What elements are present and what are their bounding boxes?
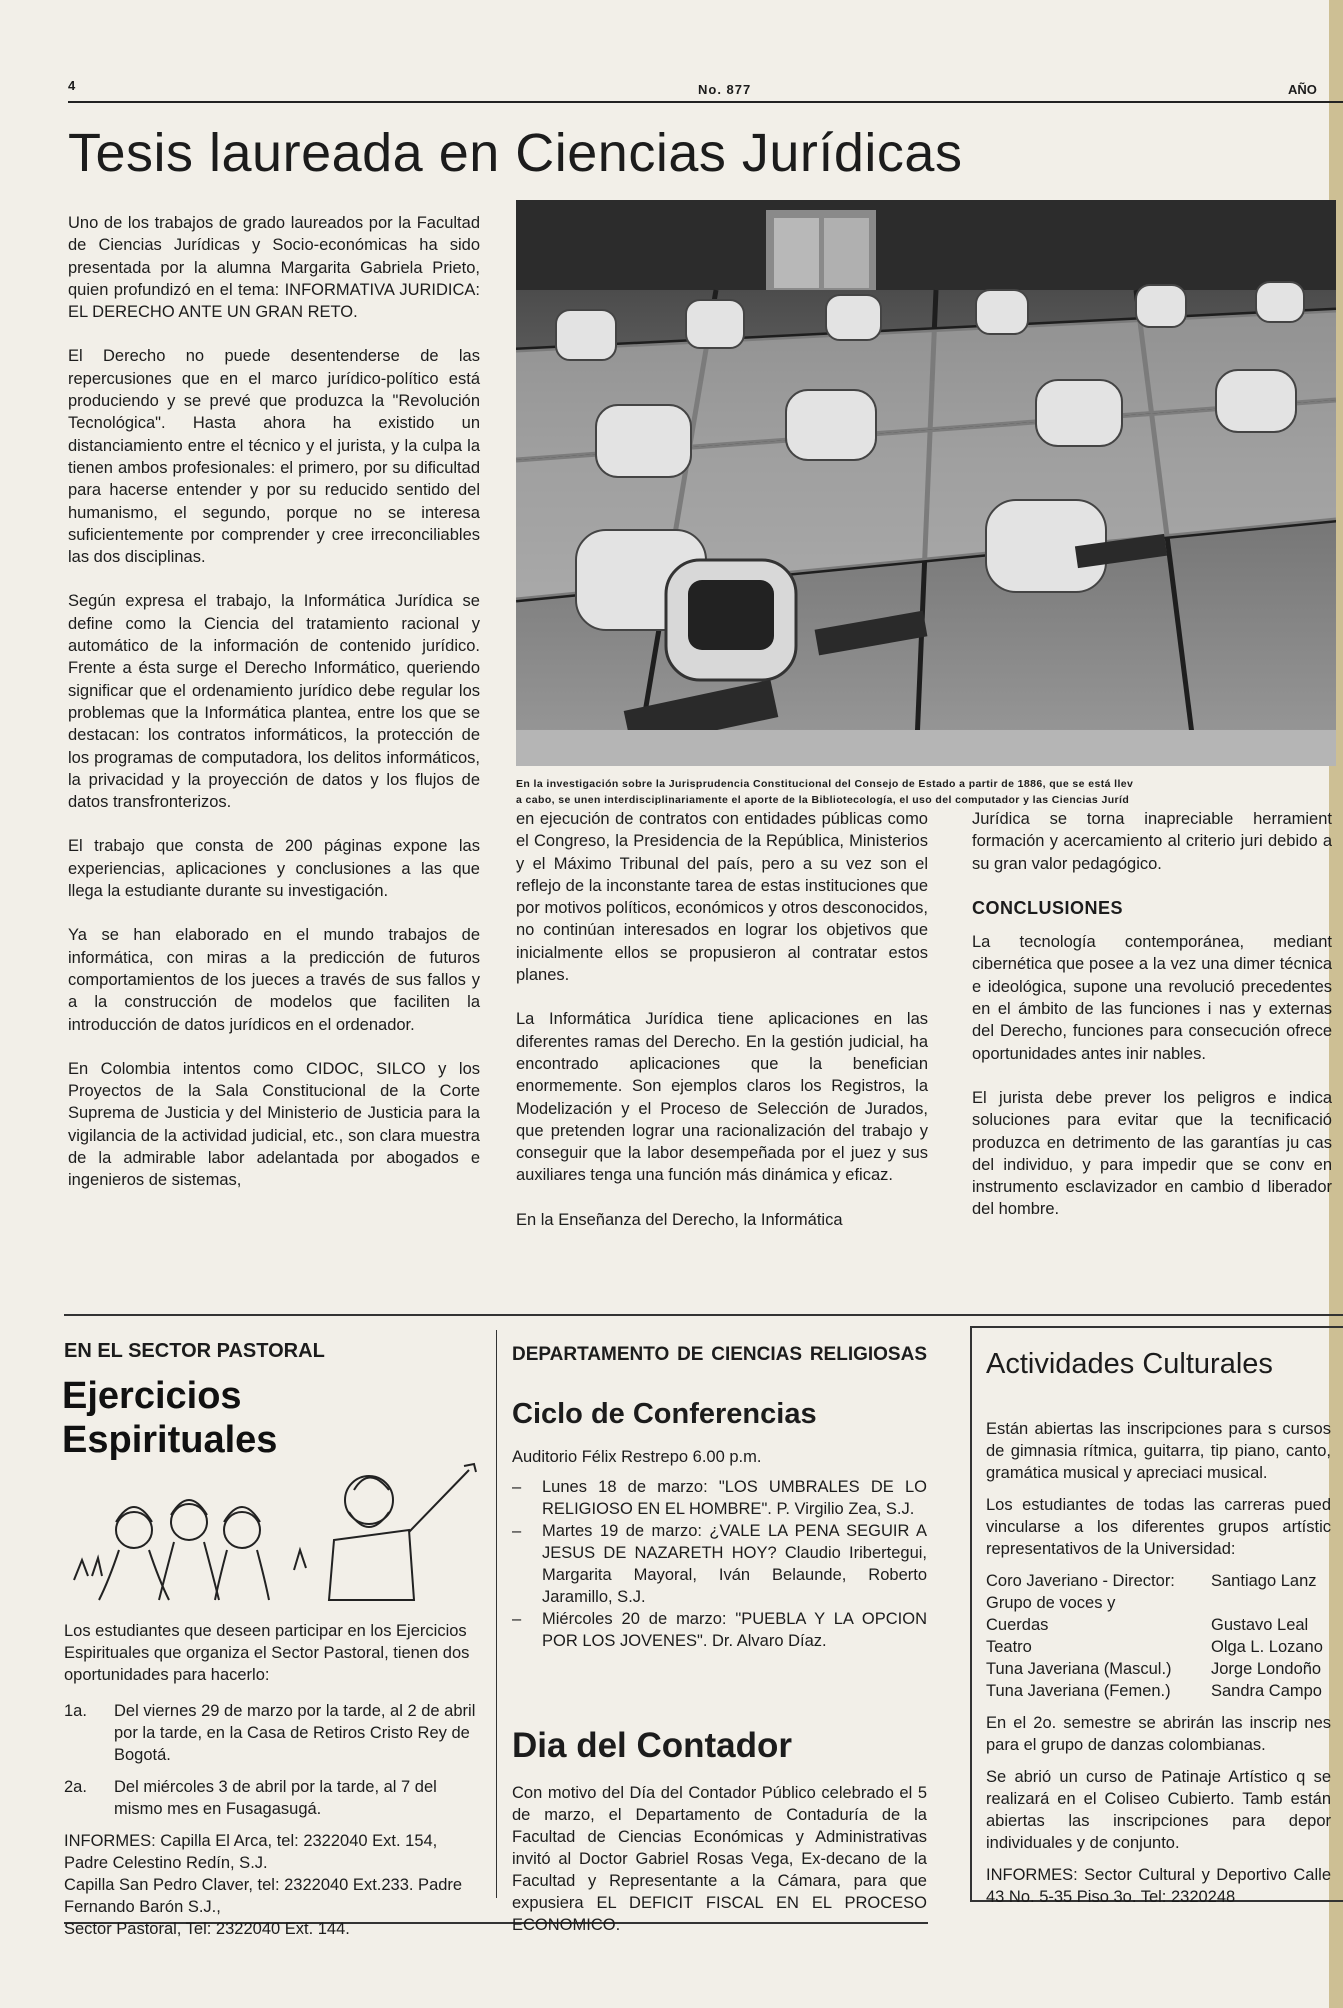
group-name: Tuna Javeriana (Mascul.): [986, 1660, 1172, 1678]
list-item: [64, 1700, 478, 1766]
pastoral-section-label: EN EL SECTOR PASTORAL: [64, 1340, 325, 1362]
group-name: Cuerdas: [986, 1616, 1049, 1634]
department-label: DEPARTAMENTO DE CIENCIAS RELIGIOSAS: [512, 1344, 927, 1365]
group-director: Jorge Londoño: [1211, 1660, 1322, 1678]
info-line: Capilla San Pedro Claver, tel: 2322040 Ext.233. Padre Fernando Barón S.J.,: [64, 1876, 463, 1916]
article-column-3: [972, 808, 1332, 1243]
group-row: [986, 1658, 1331, 1680]
group-row: [986, 1614, 1331, 1636]
item-number: 1a.: [64, 1702, 87, 1720]
ejercicios-title: [62, 1374, 277, 1462]
year-label: AÑO: [1288, 82, 1317, 97]
paragraph: Según expresa el trabajo, la Informática Jurídica se define como la Ciencia del tratamiento racional y automático de la información de contenido jurídico. Frente a ésta surge el Derecho Informático, queriendo significar que el ordenamiento jurídico debe regular los problemas que la Informática plantea, entre los que se destacan: los contratos informáticos, la protección de los programas de computadora, los delitos informáticos, la privacidad y la proyección de datos y los flujos de datos transfronterizos.: [68, 592, 480, 812]
group-director: Gustavo Leal: [1211, 1616, 1309, 1634]
dash-icon: –: [512, 1522, 522, 1540]
article-headline: Tesis laureada en Ciencias Jurídicas: [68, 123, 963, 183]
conclusions-heading: CONCLUSIONES: [972, 897, 1124, 918]
culturales-body: [986, 1418, 1331, 1918]
group-name: Tuna Javeriana (Femen.): [986, 1682, 1171, 1700]
paragraph: En la Enseñanza del Derecho, la Informática: [516, 1210, 843, 1229]
photo-caption: [516, 776, 1336, 808]
list-item: [512, 1520, 927, 1608]
info-line: Sector Pastoral, Tel: 2322040 Ext. 144.: [64, 1920, 350, 1938]
conferences-list: [512, 1446, 927, 1652]
item-text: Miércoles 20 de marzo: "PUEBLA Y LA OPCION POR LOS JOVENES". Dr. Alvaro Díaz.: [542, 1610, 927, 1650]
group-director: Olga L. Lozano: [1211, 1638, 1323, 1656]
pastoral-body: [64, 1620, 478, 1940]
contador-body: Con motivo del Día del Contador Público celebrado el 5 de marzo, el Departamento de Contaduría de la Facultad de Ciencias Económicas y Administrativas invitó al Doctor Gabriel Rosas Vega, Ex-decano de la Facultad y Representante a la Cámara, para que expusiera EL DEFICIT FISCAL EN EL PROCESO ECONOMICO.: [512, 1784, 927, 1934]
column-divider: [496, 1330, 497, 1898]
paragraph: En el 2o. semestre se abrirán las inscrip nes para el grupo de danzas colombianas.: [986, 1714, 1331, 1754]
item-number: 2a.: [64, 1778, 87, 1796]
list-item: [512, 1608, 927, 1652]
issue-number: No. 877: [698, 82, 752, 97]
youth-group-illustration: [64, 1460, 496, 1606]
article-column-2: [516, 808, 928, 1253]
paragraph: El trabajo que consta de 200 páginas expone las experiencias, aplicaciones y conclusiones a las que llega la estudiante durante su investigación.: [68, 837, 480, 901]
page-number: 4: [68, 78, 76, 93]
paragraph: Jurídica se torna inapreciable herramient formación y acercamiento al criterio juri debido a su gran valor pedagógico.: [972, 810, 1332, 873]
photo-illustration: [516, 200, 1336, 766]
group-director: Santiago Lanz: [1211, 1572, 1317, 1590]
paragraph: El Derecho no puede desentenderse de las repercusiones que en el marco jurídico-político está produciendo y se prevé que produzca la "Revolución Tecnológica". Hasta ahora ha existido un distanciamiento entre el técnico y el jurista, y la culpa la tienen ambos profesionales: el primero, por su dificultad para hacerse entender y por su reducido sentido del humanismo, el segundo, porque no se interesa suficientemente por comprender y cree irreconciliables las dos disciplinas.: [68, 347, 480, 567]
group-name: Teatro: [986, 1638, 1032, 1656]
item-text: Del viernes 29 de marzo por la tarde, al 2 de abril por la tarde, en la Casa de Retiros Cristo Rey de Bogotá.: [114, 1702, 476, 1764]
group-row: [986, 1592, 1331, 1614]
groups-list: [986, 1570, 1331, 1702]
section-divider: [64, 1314, 1343, 1316]
paragraph: La tecnología contemporánea, mediant cibernética que posee a la vez una dimer técnica e ideológica, supone una revolució precedentes en el ámbito de las funciones i nas y externas del Derecho, funciones para consecución ofrece oportunidades antes inir nables.: [972, 933, 1332, 1063]
paragraph: El jurista debe prever los peligros e indica soluciones para evitar que la tecnificació produzca en detrimento de las garantías ju cas del individuo, y para impedir que se conv en instrumento esclavizador en cambio d liberador del hombre.: [972, 1088, 1332, 1219]
paragraph: Se abrió un curso de Patinaje Artístico q se realizará en el Coliseo Cubierto. Tamb están abiertas las inscripciones para depor individuales y de conjunto.: [986, 1768, 1331, 1852]
culturales-title: Actividades Culturales: [986, 1348, 1273, 1380]
article-column-1: [68, 212, 480, 1214]
title-line: Espirituales: [62, 1419, 278, 1461]
title-line: Ejercicios: [62, 1375, 242, 1417]
dash-icon: –: [512, 1610, 522, 1628]
paragraph: Ya se han elaborado en el mundo trabajos de informática, con miras a la predicción de futuros comportamientos de los jueces a través de sus fallos y a la construcción de modelos que faciliten la introducción de datos jurídicos en el ordenador.: [68, 926, 480, 1034]
paragraph: Están abiertas las inscripciones para s cursos de gimnasia rítmica, guitarra, tip piano, canto, gramática musical y apreciaci musical.: [986, 1420, 1331, 1482]
group-row: [986, 1570, 1331, 1592]
group-row: [986, 1680, 1331, 1702]
ciclo-title: Ciclo de Conferencias: [512, 1398, 817, 1430]
venue: Auditorio Félix Restrepo 6.00 p.m.: [512, 1448, 762, 1466]
group-name: Grupo de voces y: [986, 1594, 1116, 1612]
item-text: Martes 19 de marzo: ¿VALE LA PENA SEGUIR A JESUS DE NAZARETH HOY? Claudio Iribertegui, Margarita Mayoral, Iván Belaunde, Roberto Jaramillo, S.J.: [542, 1522, 927, 1606]
info-line: INFORMES: Sector Cultural y Deportivo Calle 43 No. 5-35 Piso 3o. Tel: 2320248: [986, 1866, 1331, 1906]
paragraph: En Colombia intentos como CIDOC, SILCO y los Proyectos de la Sala Constitucional de la Corte Suprema de Justicia y del Ministerio de Justicia para la vigilancia de la actividad judicial, etc., son clara muestra de la admirable labor adelantada por abogados e ingenieros de sistemas,: [68, 1059, 480, 1190]
contador-title: Dia del Contador: [512, 1726, 793, 1765]
paragraph: Los estudiantes que deseen participar en los Ejercicios Espirituales que organiza el Sector Pastoral, tienen dos oportunidades para hacerlo:: [64, 1622, 470, 1684]
paragraph: Los estudiantes de todas las carreras pued vincularse a los diferentes grupos artístic representativos de la Universidad:: [986, 1496, 1331, 1558]
caption-line: En la investigación sobre la Jurisprudencia Constitucional del Consejo de Estado a partir de 1886, que se está llev: [516, 778, 1134, 790]
paragraph: en ejecución de contratos con entidades públicas como el Congreso, la Presidencia de la República, Ministerios y el Máximo Tribunal del país, pero a su vez son el reflejo de la inconstante tarea de estas instituciones que por motivos políticos, económicos y otros desconocidos, no continúan interesados en lograr los objetivos que inicialmente ellos se propusieron al contratar estos planes.: [516, 810, 928, 985]
info-line: INFORMES: Capilla El Arca, tel: 2322040 Ext. 154, Padre Celestino Redín, S.J.: [64, 1832, 438, 1872]
paragraph: Uno de los trabajos de grado laureados por la Facultad de Ciencias Jurídicas y Socio-económicas ha sido presentada por la alumna Margarita Gabriela Prieto, quien profundizó en el tema: INFORMATIVA JURIDICA: EL DERECHO ANTE UN GRAN RETO.: [68, 214, 480, 322]
list-item: [512, 1476, 927, 1520]
paragraph: La Informática Jurídica tiene aplicaciones en las diferentes ramas del Derecho. En la gestión judicial, ha encontrado aplicaciones que la benefician enormemente. Son ejemplos claros los Registros, la Modelización y el Proceso de Selección de Jurados, que pretenden lograr una racionalización del trabajo y conseguir que la labor desempeñada por el juez y sus auxiliares tenga una función más dinámica y eficaz.: [516, 1010, 928, 1185]
list-item: [64, 1776, 478, 1820]
caption-line: a cabo, se unen interdisciplinariamente el aporte de la Bibliotecología, el uso del computador y las Ciencias Juríd: [516, 794, 1130, 806]
dash-icon: –: [512, 1478, 522, 1496]
group-name: Coro Javeriano - Director:: [986, 1572, 1175, 1590]
group-row: [986, 1636, 1331, 1658]
group-director: Sandra Campo: [1211, 1682, 1322, 1700]
header-rule: [68, 101, 1343, 103]
computer-lab-photo: [516, 200, 1336, 766]
item-text: Del miércoles 3 de abril por la tarde, al 7 del mismo mes en Fusagasugá.: [114, 1778, 437, 1818]
item-text: Lunes 18 de marzo: "LOS UMBRALES DE LO RELIGIOSO EN EL HOMBRE". P. Virgilio Zea, S.J.: [542, 1478, 927, 1518]
